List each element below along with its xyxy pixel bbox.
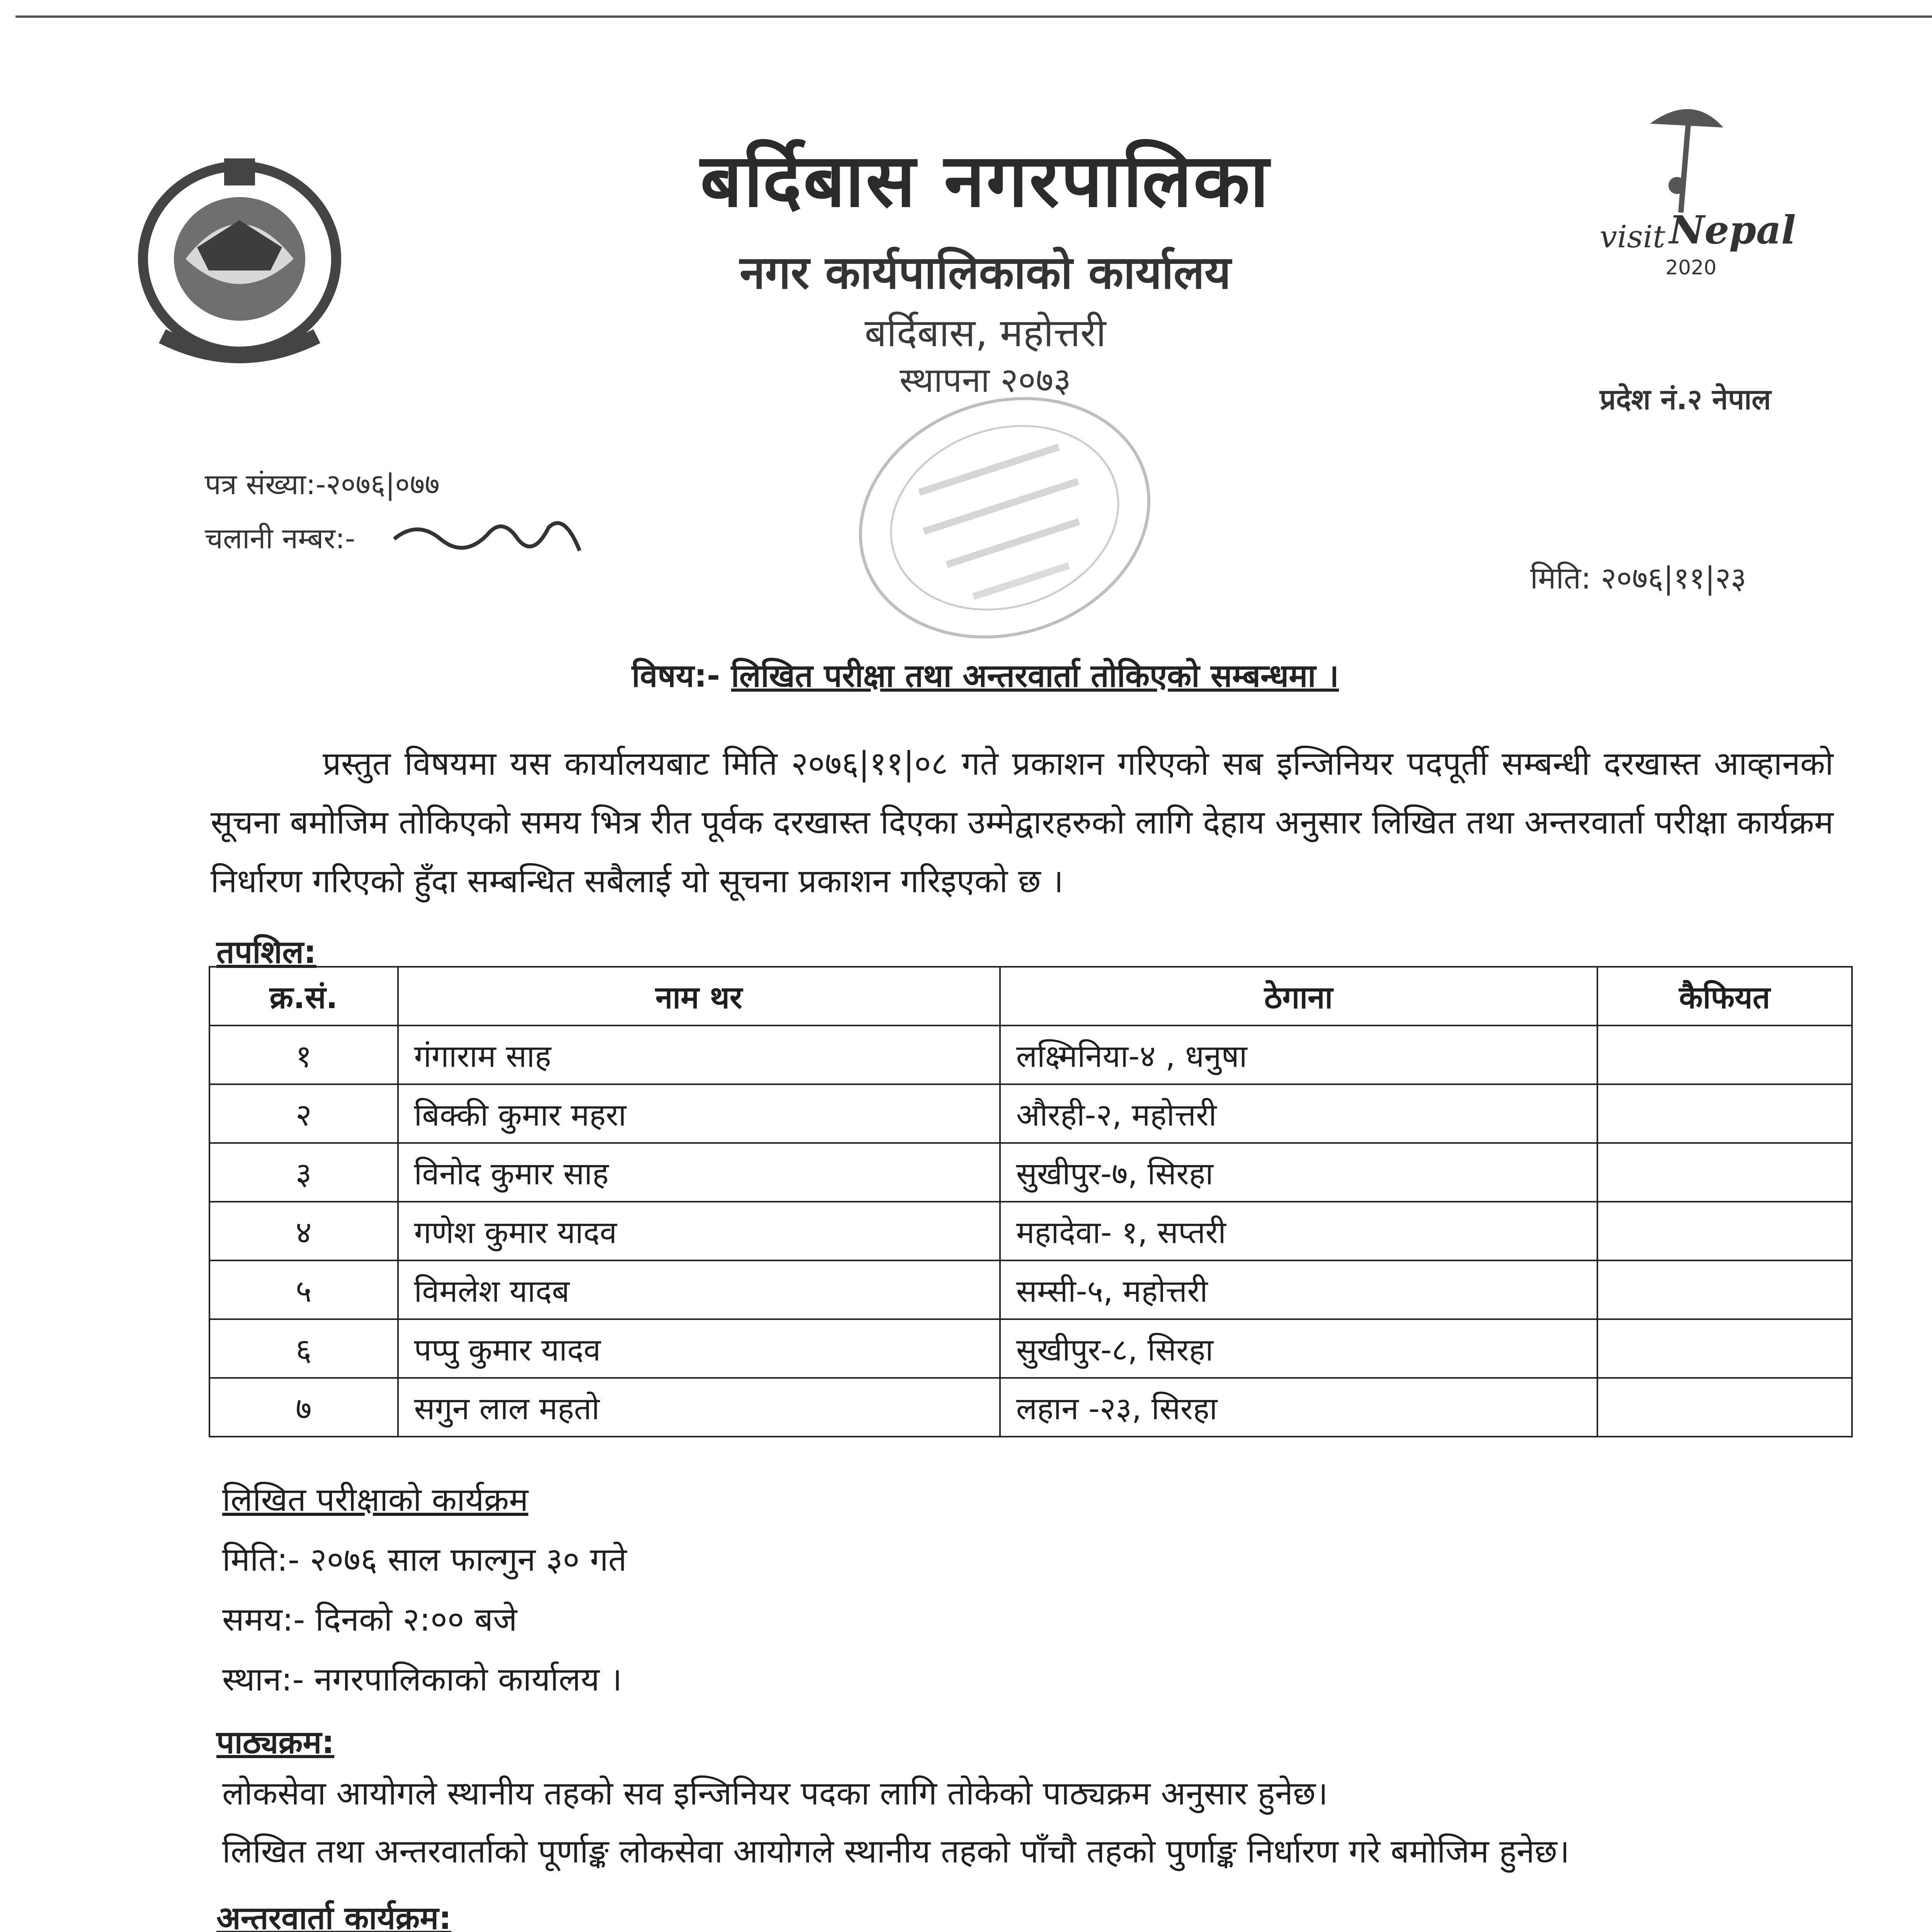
row-sn: १ <box>209 1026 398 1084</box>
svg-text:2020: 2020 <box>1665 256 1717 279</box>
row-remarks <box>1597 1378 1852 1437</box>
row-remarks <box>1597 1260 1852 1319</box>
syllabus-line-2: लिखित तथा अन्तरवार्ताको पूर्णाङ्क लोकसेवा आयोगले स्थानीय तहको पाँचौ तहको पुर्णाङ्क निर्धारण गरे बमोजिम हुनेछ। <box>222 1832 1570 1870</box>
written-exam-heading: लिखित परीक्षाको कार्यक्रम <box>222 1481 529 1519</box>
body-paragraph-text: प्रस्तुत विषयमा यस कार्यालयबाट मिति २०७६|११|०८ गते प्रकाशन गरिएको सब इन्जिनियर पदपूर्ती सम्बन्धी दरखास्त आव्हानको सूचना बमोजिम तोकिएको समय भित्र रीत पूर्वक दरखास्त दिएका उम्मेद्वारहरुको लागि देहाय अनुसार लिखित तथा अन्तरवार्ता परीक्षा कार्यक्रम निर्धारण गरिएको हुँदा सम्बन्धित सबैलाई यो सूचना प्रकाशन गरिइएको छ । <box>211 745 1833 900</box>
column-header-address: ठेगाना <box>1000 967 1597 1026</box>
dispatch-number-label: चलानी नम्बर:- <box>205 522 355 555</box>
row-remarks <box>1597 1319 1852 1378</box>
interview-heading: अन्तरवार्ता कार्यक्रम: <box>216 1900 452 1932</box>
established-year: स्थापना २०७३ <box>899 360 1071 400</box>
row-name: विनोद कुमार साह <box>398 1143 1000 1202</box>
row-address: सम्सी-५, महोत्तरी <box>1000 1260 1597 1319</box>
row-sn: ७ <box>209 1378 398 1437</box>
dispatch-number-handwriting-icon <box>386 504 603 566</box>
row-name: गंगाराम साह <box>398 1026 1000 1084</box>
row-address: सुखीपुर-७, सिरहा <box>1000 1143 1597 1202</box>
written-exam-venue: स्थान:- नगरपालिकाको कार्यालय । <box>222 1660 622 1698</box>
subject-text: लिखित परीक्षा तथा अन्तरवार्ता तोकिएको सम्बन्धमा । <box>731 658 1339 694</box>
office-address: बर्दिबास, महोत्तरी <box>864 310 1106 355</box>
table-header-row <box>209 967 1852 1026</box>
row-address: लक्ष्मिनिया-४ , धनुषा <box>1000 1026 1597 1084</box>
row-sn: ४ <box>209 1202 398 1260</box>
syllabus-heading: पाठ्यक्रम: <box>216 1724 335 1761</box>
row-name: गणेश कुमार यादव <box>398 1202 1000 1260</box>
letter-date: मिति: २०७६|११|२३ <box>1530 561 1747 596</box>
row-name: बिक्की कुमार महरा <box>398 1084 1000 1143</box>
row-remarks <box>1597 1026 1852 1084</box>
letter-number: पत्र संख्या:-२०७६|०७७ <box>205 468 440 501</box>
details-heading: तपशिल: <box>216 934 316 971</box>
column-header-sn: क्र.सं. <box>209 967 398 1026</box>
row-name: सगुन लाल महतो <box>398 1378 1000 1437</box>
province-label: प्रदेश नं.२ नेपाल <box>1600 383 1771 416</box>
table-row <box>209 1202 1852 1260</box>
row-address: लहान -२३, सिरहा <box>1000 1378 1597 1437</box>
row-remarks <box>1597 1084 1852 1143</box>
candidate-table <box>209 966 1853 1437</box>
column-header-remarks: कैफियत <box>1597 967 1852 1026</box>
row-address: महादेवा- १, सप्तरी <box>1000 1202 1597 1260</box>
written-exam-time: समय:- दिनको २:०० बजे <box>222 1600 517 1638</box>
paper-top-edge <box>15 15 1932 18</box>
row-sn: २ <box>209 1084 398 1143</box>
row-sn: ५ <box>209 1260 398 1319</box>
table-row <box>209 1319 1852 1378</box>
syllabus-line-1: लोकसेवा आयोगले स्थानीय तहको सव इन्जिनियर पदका लागि तोकेको पाठ्यक्रम अनुसार हुनेछ। <box>222 1774 1328 1812</box>
svg-text:Nepal: Nepal <box>1669 207 1796 253</box>
table-row <box>209 1378 1852 1437</box>
row-name: विमलेश यादब <box>398 1260 1000 1319</box>
org-name: बर्दिबास नगरपालिका <box>700 137 1270 223</box>
row-sn: ३ <box>209 1143 398 1202</box>
svg-text:visit: visit <box>1600 219 1665 255</box>
subject-line <box>0 653 1932 696</box>
row-address: औरही-२, महोत्तरी <box>1000 1084 1597 1143</box>
column-header-name: नाम थर <box>398 967 1000 1026</box>
row-sn: ६ <box>209 1319 398 1378</box>
row-address: सुखीपुर-८, सिरहा <box>1000 1319 1597 1378</box>
row-remarks <box>1597 1202 1852 1260</box>
row-remarks <box>1597 1143 1852 1202</box>
table-row <box>209 1084 1852 1143</box>
table-row <box>209 1143 1852 1202</box>
subject-label: विषय:- <box>631 658 720 694</box>
office-name: नगर कार्यपालिकाको कार्यालय <box>740 246 1231 299</box>
written-exam-date: मिति:- २०७६ साल फाल्गुन ३० गते <box>222 1541 627 1578</box>
row-name: पप्पु कुमार यादव <box>398 1319 1000 1378</box>
table-row <box>209 1260 1852 1319</box>
body-paragraph <box>211 734 1833 910</box>
table-row <box>209 1026 1852 1084</box>
office-stamp-icon <box>835 355 1175 649</box>
